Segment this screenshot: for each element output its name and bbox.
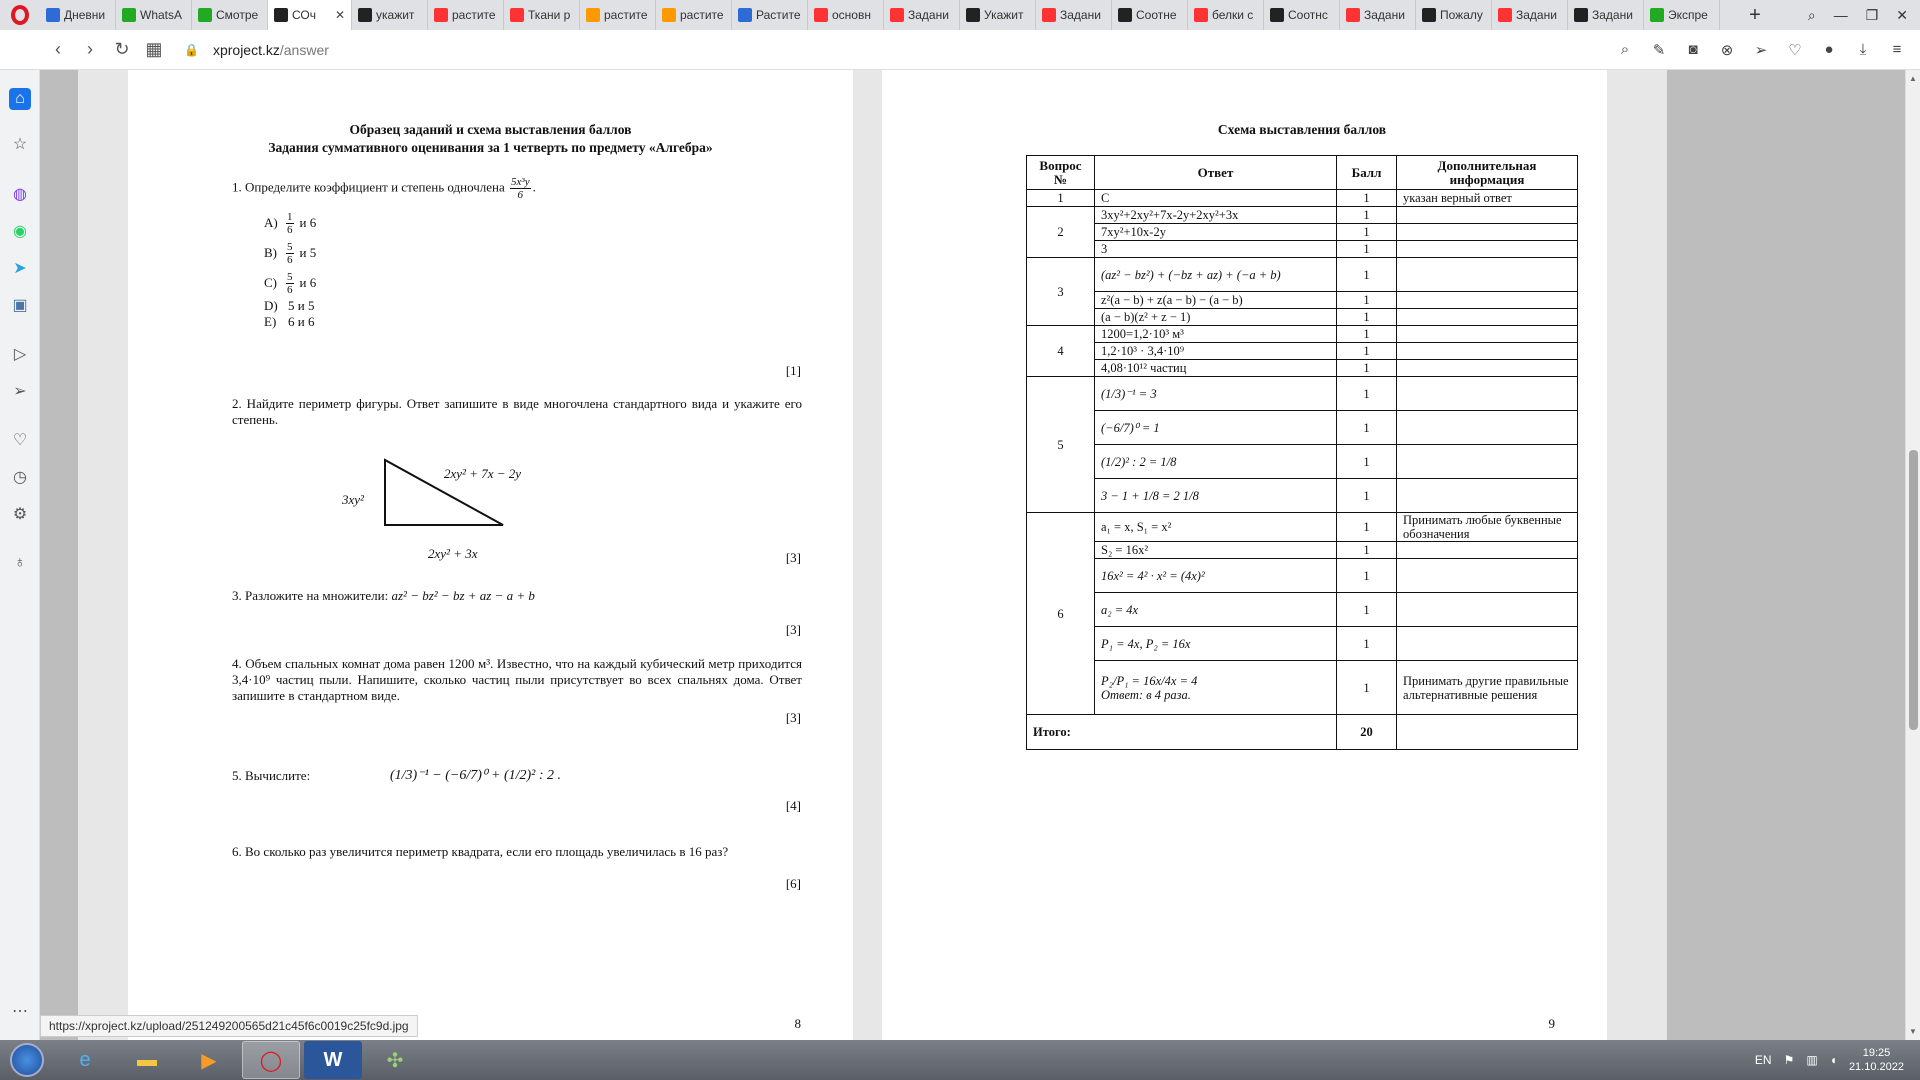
score-cell: 1 — [1337, 377, 1397, 411]
table-row — [1027, 258, 1578, 292]
question-3 — [232, 588, 535, 604]
tab-label: Растите — [756, 8, 801, 22]
option-letter: A) — [264, 215, 278, 230]
score-cell: 1 — [1337, 343, 1397, 360]
new-tab-plus-icon[interactable]: + — [1749, 3, 1761, 26]
option-frac-num: 1 — [287, 210, 293, 223]
explorer-folder-icon[interactable]: ▬ — [137, 1048, 157, 1071]
browser-tab[interactable] — [884, 0, 960, 30]
tab-favicon-icon — [1042, 8, 1056, 22]
info-cell — [1397, 207, 1578, 224]
windows-taskbar — [0, 1040, 1920, 1080]
question-number-cell: 2 — [1027, 207, 1095, 258]
tab-label: Задани — [1060, 8, 1101, 22]
answer-cell: P₁ = 4x, P₂ = 16x — [1095, 627, 1337, 661]
browser-tab[interactable] — [732, 0, 808, 30]
total-row — [1027, 715, 1578, 750]
col-score: Балл — [1337, 156, 1397, 190]
option-text: 5 и 5 — [288, 298, 315, 313]
page-9 — [882, 70, 1607, 1040]
tab-favicon-icon — [738, 8, 752, 22]
close-window-icon[interactable]: ✕ — [1896, 6, 1908, 23]
tab-favicon-icon — [662, 8, 676, 22]
triangle-side-c: 2xy² + 3x — [428, 546, 478, 561]
answer-cell: (1/2)² : 2 = 1/8 — [1095, 445, 1337, 479]
tab-label: растите — [604, 8, 648, 22]
forward-icon[interactable]: › — [87, 39, 93, 59]
question-5: 5. Вычислите: — [232, 768, 311, 783]
q3-text: 3. Разложите на множители: — [232, 588, 389, 603]
browser-tab[interactable] — [1568, 0, 1644, 30]
score-cell: 1 — [1337, 479, 1397, 513]
vertical-scrollbar[interactable] — [1905, 70, 1920, 1040]
tab-label: Укажит — [984, 8, 1024, 22]
profile-icon[interactable]: ● — [1824, 40, 1834, 58]
info-cell — [1397, 542, 1578, 559]
flow-icon[interactable]: ➢ — [13, 383, 27, 400]
tab-favicon-icon — [1118, 8, 1132, 22]
table-row — [1027, 224, 1578, 241]
tab-label: Задани — [1592, 8, 1633, 22]
browser-tab[interactable] — [428, 0, 504, 30]
info-cell — [1397, 593, 1578, 627]
option-frac-den: 6 — [287, 253, 293, 266]
clock-date: 21.10.2022 — [1848, 1061, 1904, 1073]
q1-option — [264, 298, 464, 314]
question-4: 4. Объем спальных комнат дома равен 1200 м³. Известно, что на каждый кубический метр приходится 3,4·10⁹ частиц пыли. Напишите, сколько частиц пыли присутствует во всех спальнях дома. Ответ запишите в стандартном виде. — [232, 656, 802, 703]
info-cell — [1397, 241, 1578, 258]
page-number-9: 9 — [1548, 1016, 1555, 1031]
q1-text: 1. Определите коэффициент и степень одночлена — [232, 179, 505, 195]
score-cell: 1 — [1337, 593, 1397, 627]
option-letter: B) — [264, 245, 277, 260]
zoom-icon[interactable]: ⌕ — [1620, 40, 1630, 58]
tab-label: Задани — [908, 8, 949, 22]
info-cell: Принимать другие правильные альтернативные решения — [1397, 661, 1578, 715]
table-row — [1027, 292, 1578, 309]
q1-fraction — [510, 176, 531, 201]
info-cell — [1397, 360, 1578, 377]
answer-cell: 1,2·10³ · 3,4·10⁹ — [1095, 343, 1337, 360]
tab-label: WhatsA — [140, 8, 183, 22]
browser-tab[interactable] — [580, 0, 656, 30]
table-row — [1027, 661, 1578, 715]
question-number-cell: 6 — [1027, 513, 1095, 715]
info-cell — [1397, 411, 1578, 445]
sidebar-more-icon[interactable]: ⋯ — [12, 1003, 28, 1020]
browser-tab[interactable] — [656, 0, 732, 30]
browser-tab[interactable] — [40, 0, 116, 30]
q1-score: [1] — [785, 363, 801, 378]
answer-cell: 3xy²+2xy²+7x-2y+2xy²+3x — [1095, 207, 1337, 224]
q5-score: [4] — [785, 798, 801, 813]
col-info: Дополнительная информация — [1397, 156, 1578, 190]
media-player-icon[interactable]: ▶ — [201, 1049, 217, 1072]
score-cell: 1 — [1337, 411, 1397, 445]
doc-title-line1: Образец заданий и схема выставления баллов — [349, 122, 632, 137]
answer-cell: (a − b)(z² + z − 1) — [1095, 309, 1337, 326]
table-row — [1027, 377, 1578, 411]
table-row — [1027, 445, 1578, 479]
table-row — [1027, 559, 1578, 593]
document-viewer — [40, 70, 1905, 1040]
ie-icon[interactable]: e — [79, 1048, 91, 1071]
maximize-icon[interactable]: ❐ — [1865, 6, 1879, 23]
answer-cell: (1/3)⁻¹ = 3 — [1095, 377, 1337, 411]
url-field[interactable] — [184, 42, 329, 58]
tab-favicon-icon — [1270, 8, 1284, 22]
answer-cell: C — [1095, 190, 1337, 207]
option-fraction — [286, 241, 294, 266]
info-cell — [1397, 559, 1578, 593]
table-row — [1027, 326, 1578, 343]
info-cell — [1397, 224, 1578, 241]
answer-cell: a₂ = 4x — [1095, 593, 1337, 627]
page-8 — [128, 70, 853, 1040]
start-button[interactable] — [0, 1040, 54, 1080]
browser-tab[interactable] — [1492, 0, 1568, 30]
browser-tab[interactable] — [1644, 0, 1720, 30]
home-icon[interactable]: ⌂ — [9, 88, 31, 110]
option-letter: C) — [264, 275, 277, 290]
page-number-8: 8 — [794, 1016, 801, 1031]
heart-icon[interactable]: ♡ — [1788, 41, 1802, 59]
option-fraction — [286, 211, 294, 236]
answer-cell: z²(a − b) + z(a − b) − (a − b) — [1095, 292, 1337, 309]
answer-cell: (−6/7)⁰ = 1 — [1095, 411, 1337, 445]
viewer-margin-mid — [853, 70, 882, 1040]
table-row — [1027, 411, 1578, 445]
speed-dial-icon[interactable]: ☆ — [12, 136, 28, 153]
scroll-up-icon[interactable]: ▲ — [1909, 74, 1917, 83]
answer-cell: S₂ = 16x² — [1095, 542, 1337, 559]
network-icon[interactable]: ▥ — [1806, 1053, 1818, 1067]
search-tabs-icon[interactable]: ⌕ — [1807, 6, 1816, 23]
answer-cell: 16x² = 4² · x² = (4x)² — [1095, 559, 1337, 593]
tab-label: основн — [832, 8, 871, 22]
scheme-title: Схема выставления баллов — [1217, 122, 1387, 137]
question-6: 6. Во сколько раз увеличится периметр квадрата, если его площадь увеличилась в 16 раз? — [232, 844, 729, 859]
table-row — [1027, 343, 1578, 360]
browser-tab[interactable] — [808, 0, 884, 30]
flag-icon[interactable]: ⚑ — [1783, 1053, 1795, 1067]
address-bar — [0, 30, 1920, 70]
score-cell: 1 — [1337, 241, 1397, 258]
tab-favicon-icon — [122, 8, 136, 22]
browser-tab[interactable] — [352, 0, 428, 30]
edit-icon[interactable]: ✎ — [1652, 41, 1666, 59]
table-row — [1027, 542, 1578, 559]
browser-tab[interactable] — [116, 0, 192, 30]
tab-favicon-icon — [586, 8, 600, 22]
browser-tab[interactable] — [1416, 0, 1492, 30]
tab-label: Соотнс — [1288, 8, 1328, 22]
clock[interactable] — [1849, 1046, 1904, 1074]
vk-icon[interactable]: ▣ — [12, 297, 28, 314]
score-cell: 1 — [1337, 559, 1397, 593]
app-icon[interactable]: ✣ — [386, 1049, 404, 1072]
table-row — [1027, 190, 1578, 207]
option-letter: D) — [264, 298, 278, 313]
minimize-icon[interactable]: — — [1833, 7, 1848, 23]
tab-label: белки с — [1212, 8, 1254, 22]
answer-cell: 7xy²+10x-2y — [1095, 224, 1337, 241]
info-cell: указан верный ответ — [1397, 190, 1578, 207]
tab-favicon-icon — [1194, 8, 1208, 22]
triangle-side-b: 2xy² + 7x − 2y — [444, 466, 522, 481]
table-row — [1027, 309, 1578, 326]
opera-menu-icon[interactable] — [0, 0, 40, 30]
option-frac-den: 6 — [287, 283, 293, 296]
score-cell: 1 — [1337, 207, 1397, 224]
doc-title-line2: Задания суммативного оценивания за 1 четверть по предмету «Алгебра» — [268, 140, 713, 155]
option-letter: E) — [264, 314, 277, 329]
url-path: /answer — [279, 41, 329, 58]
q2-score: [3] — [785, 550, 801, 565]
score-cell: 1 — [1337, 309, 1397, 326]
browser-tab[interactable] — [1340, 0, 1416, 30]
scroll-thumb[interactable] — [1909, 450, 1918, 730]
score-cell: 1 — [1337, 445, 1397, 479]
info-cell: Принимать любые буквенные обозначения — [1397, 513, 1578, 542]
table-row — [1027, 513, 1578, 542]
reload-icon[interactable]: ↻ — [114, 39, 130, 59]
tab-favicon-icon — [1650, 8, 1664, 22]
answer-cell: (az² − bz²) + (−bz + az) + (−a + b) — [1095, 258, 1337, 292]
clock-time: 19:25 — [1862, 1047, 1891, 1059]
tab-close-icon[interactable]: ✕ — [334, 8, 345, 22]
table-row — [1027, 627, 1578, 661]
q1-option — [264, 268, 464, 298]
score-cell: 1 — [1337, 292, 1397, 309]
tab-favicon-icon — [814, 8, 828, 22]
tab-label: СОч — [292, 8, 316, 22]
option-fraction — [286, 271, 294, 296]
word-icon[interactable]: W — [304, 1041, 362, 1079]
option-frac-num: 5 — [287, 240, 293, 253]
q1-options — [264, 208, 464, 330]
tab-label: Соотне — [1136, 8, 1177, 22]
tab-favicon-icon — [966, 8, 980, 22]
option-frac-den: 6 — [287, 223, 293, 236]
total-info — [1397, 715, 1578, 750]
tab-label: укажит — [376, 8, 415, 22]
telegram-icon[interactable]: ➤ — [13, 260, 27, 277]
lock-icon: 🔒 — [184, 42, 199, 57]
tab-favicon-icon — [510, 8, 524, 22]
question-number-cell: 3 — [1027, 258, 1095, 326]
tab-bar — [0, 0, 1920, 30]
messenger-icon[interactable]: ◍ — [13, 186, 27, 203]
scroll-down-icon[interactable]: ▼ — [1909, 1027, 1917, 1036]
question-2: 2. Найдите периметр фигуры. Ответ запишите в виде многочлена стандартного вида и укажите его степень. — [232, 396, 802, 427]
volume-icon[interactable]: ◖ — [1829, 1053, 1837, 1067]
window-controls — [1770, 0, 1920, 30]
language-indicator[interactable]: EN — [1754, 1053, 1772, 1067]
player-icon[interactable]: ▷ — [13, 346, 27, 363]
q3-score: [3] — [785, 622, 801, 637]
tab-label: Пожалу — [1440, 8, 1483, 22]
option-frac-num: 5 — [287, 270, 293, 283]
tabs-strip — [40, 0, 1740, 30]
tab-label: Экспре — [1668, 8, 1708, 22]
score-cell: 1 — [1337, 190, 1397, 207]
tab-label: Ткани р — [528, 8, 571, 22]
browser-tab[interactable] — [1264, 0, 1340, 30]
bookmarks-heart-icon[interactable]: ♡ — [12, 432, 28, 449]
option-text: и 5 — [299, 245, 317, 260]
info-cell — [1397, 258, 1578, 292]
tab-label: растите — [680, 8, 724, 22]
opera-sidebar — [0, 70, 40, 1040]
history-icon[interactable]: ◷ — [13, 469, 27, 486]
score-cell: 1 — [1337, 627, 1397, 661]
send-icon[interactable]: ➢ — [1754, 41, 1768, 59]
triangle-side-a: 3xy² — [342, 492, 364, 507]
q6-score: [6] — [785, 876, 801, 891]
answer-cell: P₂/P₁ = 16x/4x = 4 Ответ: в 4 раза. — [1095, 661, 1337, 715]
tab-favicon-icon — [274, 8, 288, 22]
table-row — [1027, 479, 1578, 513]
total-score: 20 — [1337, 715, 1397, 750]
tab-favicon-icon — [1498, 8, 1512, 22]
browser-tab[interactable] — [960, 0, 1036, 30]
tab-label: Дневни — [64, 8, 106, 22]
question-number-cell: 1 — [1027, 190, 1095, 207]
tab-favicon-icon — [1574, 8, 1588, 22]
url-host: xproject.kz — [212, 41, 280, 58]
tab-favicon-icon — [46, 8, 60, 22]
info-cell — [1397, 627, 1578, 661]
tabs-grid-icon[interactable]: ▦ — [145, 39, 163, 59]
q3-expression: az² − bz² − bz + az − a + b — [391, 588, 535, 603]
browser-tab[interactable] — [1036, 0, 1112, 30]
score-cell: 1 — [1337, 542, 1397, 559]
total-label: Итого: — [1027, 715, 1337, 750]
option-text: и 6 — [299, 215, 317, 230]
score-cell: 1 — [1337, 258, 1397, 292]
tab-favicon-icon — [198, 8, 212, 22]
opera-taskbar-icon[interactable]: ◯ — [242, 1041, 300, 1079]
viewer-margin-right — [1607, 70, 1667, 1040]
score-cell: 1 — [1337, 326, 1397, 343]
browser-tab[interactable] — [504, 0, 580, 30]
system-tray — [1755, 1046, 1920, 1074]
settings-icon[interactable]: ⚙ — [12, 506, 28, 523]
info-cell — [1397, 445, 1578, 479]
tab-favicon-icon — [358, 8, 372, 22]
info-cell — [1397, 377, 1578, 411]
back-icon[interactable]: ‹ — [55, 39, 61, 59]
toolbar-right — [1614, 41, 1920, 59]
download-icon[interactable]: ⤓ — [1859, 40, 1867, 58]
table-row — [1027, 593, 1578, 627]
q1-option — [264, 238, 464, 268]
q4-score: [3] — [785, 710, 801, 725]
answer-cell: a₁ = x, S₁ = x² — [1095, 513, 1337, 542]
table-row — [1027, 207, 1578, 224]
tab-label: Задани — [1364, 8, 1405, 22]
question-1: 1. Определите коэффициент и степень одночлена $\frac{\text{5x³y}}{6}$ . — [232, 176, 536, 201]
table-row — [1027, 360, 1578, 377]
info-cell — [1397, 343, 1578, 360]
option-text: и 6 — [299, 275, 317, 290]
tab-favicon-icon — [1346, 8, 1360, 22]
tab-favicon-icon — [1422, 8, 1436, 22]
whatsapp-icon[interactable]: ◉ — [13, 223, 27, 240]
snapshot-icon[interactable]: ◙ — [1688, 40, 1698, 58]
tab-label: Задани — [1516, 8, 1557, 22]
info-cell — [1397, 326, 1578, 343]
info-cell — [1397, 292, 1578, 309]
tab-favicon-icon — [434, 8, 448, 22]
q1-option — [264, 314, 464, 330]
browser-tab[interactable] — [1112, 0, 1188, 30]
q5-expression: (1/3)⁻¹ − (−6/7)⁰ + (1/2)² : 2 . — [390, 768, 562, 783]
question-number-cell: 5 — [1027, 377, 1095, 513]
score-cell: 1 — [1337, 661, 1397, 715]
option-text: 6 и 6 — [288, 314, 315, 329]
score-cell: 1 — [1337, 513, 1397, 542]
q1-frac-num: 5x³y — [511, 176, 530, 188]
menu-icon[interactable]: ≡ — [1892, 40, 1902, 58]
blocker-icon[interactable]: ⊗ — [1720, 41, 1734, 59]
score-cell: 1 — [1337, 360, 1397, 377]
q1-option — [264, 208, 464, 238]
info-cell — [1397, 479, 1578, 513]
scoring-table — [1026, 155, 1578, 750]
tips-icon[interactable]: ♁ — [14, 554, 26, 571]
answer-cell: 3 − 1 + 1/8 = 2 1/8 — [1095, 479, 1337, 513]
answer-cell: 3 — [1095, 241, 1337, 258]
browser-tab[interactable] — [268, 0, 352, 30]
browser-tab[interactable] — [192, 0, 268, 30]
table-header-row — [1027, 156, 1578, 190]
question-number-cell: 4 — [1027, 326, 1095, 377]
answer-cell: 4,08·10¹² частиц — [1095, 360, 1337, 377]
status-link-url: https://xproject.kz/upload/251249200565d21c45f6c0019c25fc9d.jpg — [40, 1015, 418, 1037]
browser-tab[interactable] — [1188, 0, 1264, 30]
col-answer: Ответ — [1095, 156, 1337, 190]
score-cell: 1 — [1337, 224, 1397, 241]
tab-favicon-icon — [890, 8, 904, 22]
answer-cell: 1200=1,2·10³ м³ — [1095, 326, 1337, 343]
viewer-margin-left — [78, 70, 128, 1040]
col-question: Вопрос № — [1027, 156, 1095, 190]
tab-label: Смотре — [216, 8, 259, 22]
table-row — [1027, 241, 1578, 258]
info-cell — [1397, 309, 1578, 326]
tab-label: растите — [452, 8, 496, 22]
q1-frac-den: 6 — [517, 189, 524, 201]
